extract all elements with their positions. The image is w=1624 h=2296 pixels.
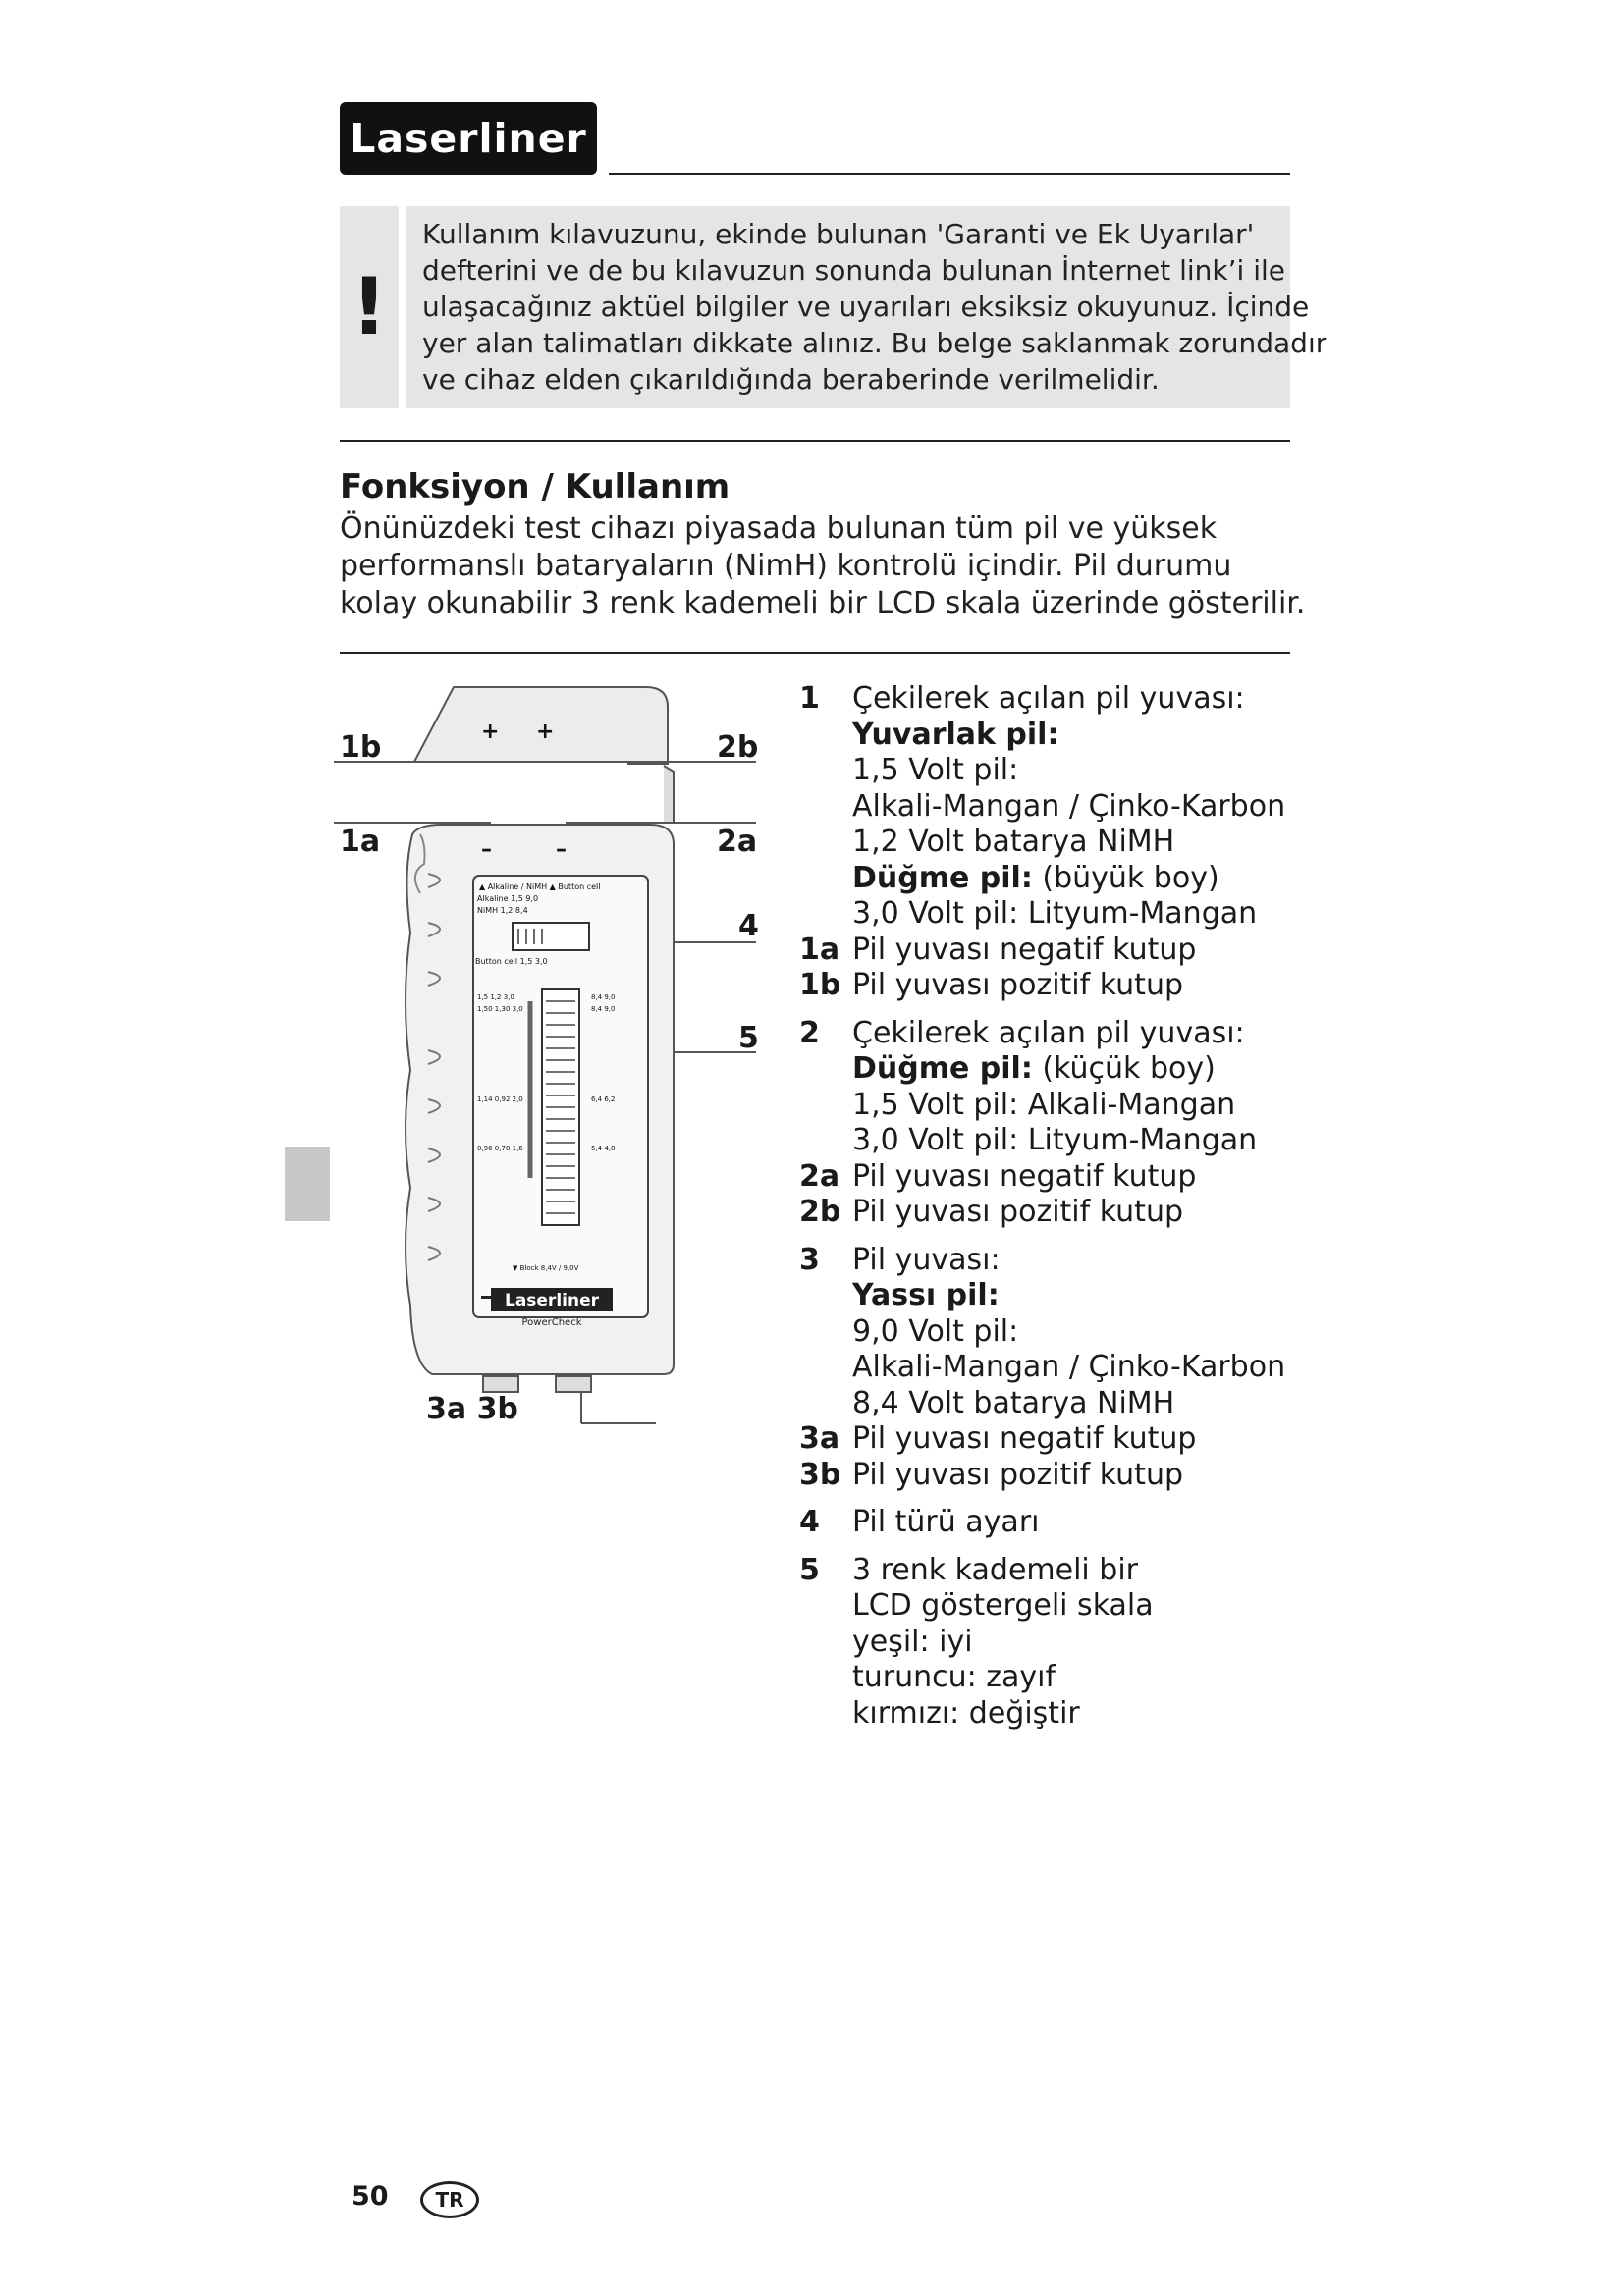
component-item-line (799, 861, 1310, 897)
component-number: 3 (799, 1242, 820, 1277)
component-plain-text: 1,2 Volt batarya NiMH (852, 825, 1175, 859)
component-number (799, 1350, 852, 1386)
component-item-line (799, 718, 1310, 754)
section-intro (340, 510, 1305, 622)
component-number: 2a (799, 1158, 840, 1194)
list-spacer (799, 1541, 1310, 1553)
component-text (852, 681, 1245, 718)
component-number: 1 (799, 681, 820, 716)
component-text (852, 1625, 973, 1661)
component-item-line (799, 1553, 1310, 1589)
component-number: 5 (799, 1552, 820, 1587)
component-item-line (799, 1696, 1310, 1733)
device-logo: Laserliner (504, 1291, 600, 1310)
warning-line: ve cihaz elden çıkarıldığında beraberinde verilmelidir. (422, 363, 1160, 396)
scale-button-cell: Button cell 1,5 3,0 (475, 957, 548, 966)
plus-terminal: + (536, 720, 555, 744)
component-number (799, 1088, 852, 1124)
component-number: 3a (799, 1421, 840, 1456)
scale-alkaline: Alkaline 1,5 9,0 (477, 894, 539, 903)
component-number (799, 861, 852, 897)
component-item-line (799, 789, 1310, 826)
page-thumb-tab (285, 1147, 330, 1221)
component-number (799, 718, 852, 754)
component-plain-text: 8,4 Volt batarya NiMH (852, 1385, 1175, 1420)
component-plain-text: kırmızı: değiştir (852, 1695, 1080, 1731)
scale-header: ▲ Alkaline / NiMH ▲ Button cell (479, 882, 601, 891)
component-item-line (799, 1088, 1310, 1124)
component-number: 2 (799, 1015, 820, 1050)
component-plain-text: Alkali-Mangan / Çinko-Karbon (852, 1350, 1286, 1384)
component-plain-text: Pil türü ayarı (852, 1505, 1040, 1539)
component-plain-text: Pil yuvası negatif kutup (852, 1158, 1197, 1194)
component-text (852, 1243, 1001, 1279)
list-spacer (799, 1004, 1310, 1016)
component-plain-text: turuncu: zayıf (852, 1660, 1056, 1694)
scale-row: 5,4 4,8 (591, 1145, 616, 1152)
component-text (852, 1278, 1000, 1314)
scale-nimh: NiMH 1,2 8,4 (477, 906, 528, 915)
component-number (799, 825, 852, 861)
label-1a: 1a (340, 825, 381, 859)
component-number: 1a (799, 932, 840, 967)
component-plain-text: yeşil: iyi (852, 1624, 973, 1659)
component-item-line (799, 896, 1310, 933)
label-5: 5 (738, 1021, 759, 1055)
component-number (799, 1696, 852, 1733)
component-item-line (799, 1421, 1310, 1458)
component-item-line (799, 1505, 1310, 1541)
scale-row: 1,5 1,2 3,0 (477, 993, 514, 1001)
component-text (852, 1660, 1056, 1696)
component-text (852, 825, 1174, 861)
component-number (799, 789, 852, 826)
component-text (852, 1696, 1080, 1733)
component-plain-text: 9,0 Volt pil: (852, 1313, 1019, 1349)
component-number (799, 1123, 852, 1159)
header-rule (609, 173, 1290, 175)
component-text (852, 718, 1058, 754)
component-number (799, 1588, 852, 1625)
component-text (852, 1123, 1257, 1159)
component-number (799, 753, 852, 789)
component-text (852, 1051, 1216, 1088)
component-plain-text: 1,5 Volt pil: Alkali-Mangan (852, 1087, 1236, 1122)
component-bold-text: Düğme pil: (852, 1051, 1033, 1086)
component-text (852, 896, 1257, 933)
component-number (799, 1314, 852, 1351)
component-text (852, 1088, 1235, 1124)
component-plain-text: 3,0 Volt pil: Lityum-Mangan (852, 896, 1258, 931)
component-plain-text: Pil yuvası negatif kutup (852, 1421, 1197, 1456)
component-plain-text: Pil yuvası pozitif kutup (852, 1457, 1184, 1492)
component-number (799, 1386, 852, 1422)
scale-row: 1,14 0,92 2,0 (477, 1095, 523, 1103)
component-item-line (799, 1350, 1310, 1386)
warning-line: defterini ve de bu kılavuzun sonunda bulunan İnternet link’i ile (422, 254, 1285, 287)
component-text (852, 861, 1219, 897)
component-item-line (799, 968, 1310, 1004)
minus-terminal: – (556, 837, 567, 862)
component-item-line (799, 1625, 1310, 1661)
component-text (852, 968, 1183, 1004)
component-item-line (799, 1458, 1310, 1494)
warning-notice (406, 206, 1327, 408)
component-text (852, 1195, 1183, 1231)
component-list (799, 681, 1310, 1732)
component-number (799, 1278, 852, 1314)
plus-terminal: + (481, 720, 500, 744)
warning-line: yer alan talimatları dikkate alınız. Bu belge saklanmak zorundadır (422, 327, 1327, 359)
component-plain-text: Çekilerek açılan pil yuvası: (852, 1015, 1245, 1050)
component-plain-text: Pil yuvası negatif kutup (852, 932, 1197, 967)
divider (340, 652, 1290, 654)
component-plain-text: 3,0 Volt pil: Lityum-Mangan (852, 1123, 1258, 1157)
component-number: 3b (799, 1457, 841, 1492)
component-item-line (799, 1660, 1310, 1696)
list-spacer (799, 1231, 1310, 1243)
component-number: 1b (799, 968, 841, 1002)
component-plain-text: Pil yuvası pozitif kutup (852, 1195, 1184, 1229)
component-item-line (799, 1386, 1310, 1422)
component-item-line (799, 933, 1310, 969)
component-text (852, 1421, 1196, 1458)
component-number (799, 1625, 852, 1661)
component-plain-text: (büyük boy) (1032, 860, 1219, 895)
warning-line: Kullanım kılavuzunu, ekinde bulunan 'Garanti ve Ek Uyarılar' (422, 218, 1255, 250)
device-product-name: PowerCheck (521, 1317, 582, 1328)
component-item-line (799, 825, 1310, 861)
component-item-line (799, 1314, 1310, 1351)
component-text (852, 1314, 1018, 1351)
warning-icon: ! (340, 206, 399, 408)
minus-terminal: – (481, 837, 492, 862)
component-bold-text: Yuvarlak pil: (852, 717, 1059, 752)
component-number (799, 1660, 852, 1696)
component-plain-text: Pil yuvası: (852, 1242, 1001, 1277)
component-number (799, 1051, 852, 1088)
battery-tester-illustration (334, 677, 766, 1443)
component-plain-text: LCD göstergeli skala (852, 1588, 1154, 1623)
label-4: 4 (738, 909, 759, 943)
component-plain-text: 1,5 Volt pil: (852, 753, 1019, 787)
component-number (799, 896, 852, 933)
scale-row: 1,50 1,30 3,0 (477, 1005, 523, 1013)
component-number: 4 (799, 1505, 820, 1539)
section-title: Fonksiyon / Kullanım (340, 467, 731, 507)
language-badge: TR (420, 2181, 479, 2218)
component-bold-text: Yassı pil: (852, 1278, 1000, 1312)
component-item-line (799, 1278, 1310, 1314)
component-text (852, 1458, 1183, 1494)
intro-line: kolay okunabilir 3 renk kademeli bir LCD skala üzerinde gösterilir. (340, 586, 1306, 620)
component-number: 2b (799, 1195, 841, 1229)
scale-row: 6,4 6,2 (591, 1095, 616, 1103)
list-spacer (799, 1493, 1310, 1505)
divider (340, 440, 1290, 442)
intro-line: Önünüzdeki test cihazı piyasada bulunan tüm pil ve yüksek (340, 511, 1218, 546)
component-plain-text: Alkali-Mangan / Çinko-Karbon (852, 788, 1286, 824)
component-item-line (799, 1016, 1310, 1052)
component-item-line (799, 1123, 1310, 1159)
component-text (852, 1350, 1285, 1386)
component-plain-text: 3 renk kademeli bir (852, 1552, 1139, 1587)
label-2b: 2b (717, 730, 759, 765)
scale-row: 0,96 0,78 1,6 (477, 1145, 523, 1152)
component-text (852, 933, 1196, 969)
scale-row: 8,4 9,0 (591, 993, 616, 1001)
component-text (852, 1588, 1154, 1625)
component-plain-text: Pil yuvası pozitif kutup (852, 968, 1184, 1002)
scale-row: 8,4 9,0 (591, 1005, 616, 1013)
component-text (852, 1159, 1196, 1196)
label-3a-3b: 3a 3b (426, 1392, 518, 1426)
scale-footer: ▼ Block 8,4V / 9,0V (513, 1264, 579, 1272)
label-1b: 1b (340, 730, 382, 765)
component-text (852, 1386, 1174, 1422)
component-text (852, 753, 1018, 789)
component-item-line (799, 681, 1310, 718)
warning-line: ulaşacağınız aktüel bilgiler ve uyarıları eksiksiz okuyunuz. İçinde (422, 291, 1310, 323)
component-text (852, 1505, 1040, 1541)
brand-logo: Laserliner (340, 102, 597, 175)
component-item-line (799, 1588, 1310, 1625)
page-number: 50 (352, 2181, 389, 2212)
component-bold-text: Düğme pil: (852, 860, 1033, 895)
component-item-line (799, 1195, 1310, 1231)
component-item-line (799, 1159, 1310, 1196)
component-item-line (799, 1051, 1310, 1088)
component-plain-text: Çekilerek açılan pil yuvası: (852, 681, 1245, 716)
component-text (852, 1553, 1138, 1589)
component-plain-text: (küçük boy) (1032, 1051, 1216, 1086)
label-2a: 2a (717, 825, 758, 859)
component-text (852, 789, 1285, 826)
intro-line: performanslı bataryaların (NimH) kontrolü içindir. Pil durumu (340, 549, 1232, 583)
component-item-line (799, 1243, 1310, 1279)
component-item-line (799, 753, 1310, 789)
component-text (852, 1016, 1245, 1052)
